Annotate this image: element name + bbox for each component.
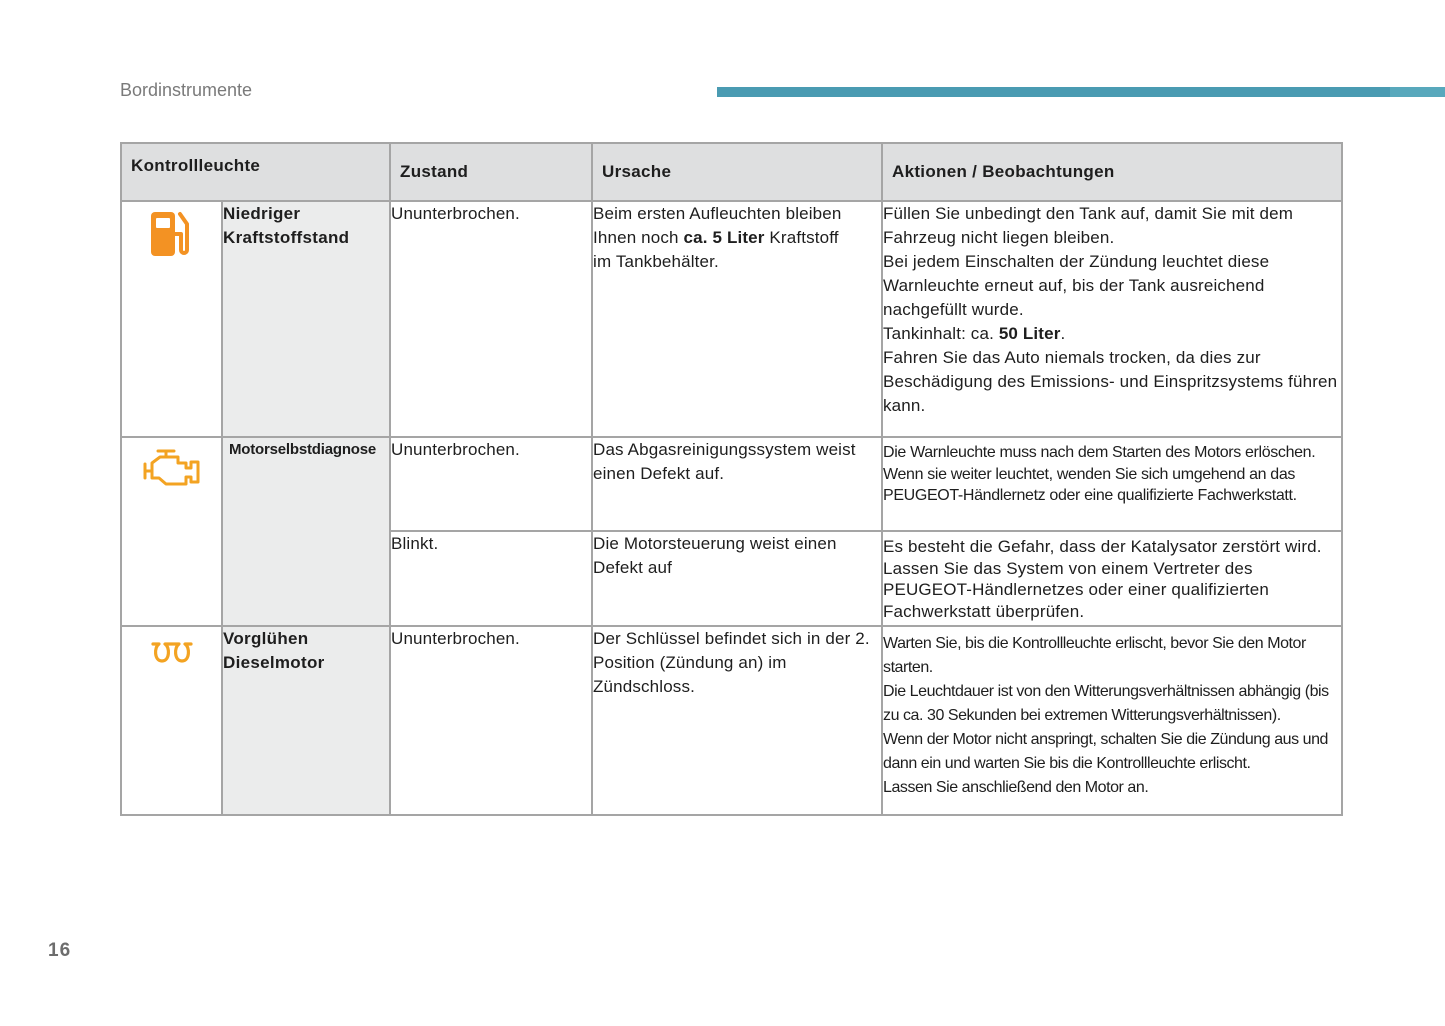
ursache-cell: Beim ersten Aufleuchten bleiben Ihnen noch ca. 5 Liter Kraftstoff im Tankbehälter. [592, 201, 882, 437]
table-row [121, 201, 1342, 437]
icon-cell [121, 201, 222, 437]
table-row [121, 437, 1342, 531]
zustand-cell: Ununterbrochen. [390, 437, 592, 531]
zustand-cell: Ununterbrochen. [390, 201, 592, 437]
zustand-cell: Blinkt. [390, 531, 592, 626]
icon-cell [121, 437, 222, 626]
warning-lights-table [120, 142, 1343, 816]
accent-bar-tail [1390, 87, 1445, 97]
aktionen-cell: Die Warnleuchte muss nach dem Starten des Motors erlöschen. Wenn sie weiter leuchtet, wenden Sie sich umgehend an das PEUGEOT-Händlernetz oder eine qualifizierte Fachwerkstatt. [882, 437, 1342, 531]
aktionen-cell: Füllen Sie unbedingt den Tank auf, damit Sie mit dem Fahrzeug nicht liegen bleiben. Bei jedem Einschalten der Zündung leuchtet diese Warnleuchte erneut auf, bis der Tank ausreichend nachgefüllt wurde. Tankinhalt: ca. 50 Liter. Fahren Sie das Auto niemals trocken, da dies zur Beschädigung des Emissions- und Einspritzsystems führen kann. [882, 201, 1342, 437]
ursache-cell: Das Abgasreinigungssystem weist einen Defekt auf. [592, 437, 882, 531]
fuel-pump-icon [149, 210, 195, 265]
table-header-row [121, 143, 1342, 201]
column-header-aktionen: Aktionen / Beobachtungen [882, 143, 1342, 201]
page-number: 16 [48, 940, 72, 961]
warning-name: Motorselbstdiagnose [222, 437, 390, 626]
engine-check-icon [142, 448, 202, 497]
aktionen-cell: Es besteht die Gefahr, dass der Katalysator zerstört wird. Lassen Sie das System von einem Vertreter des PEUGEOT-Händlernetzes oder einer qualifizierten Fachwerkstatt überprüfen. [882, 531, 1342, 626]
header-accent-bar [717, 87, 1445, 97]
aktionen-cell: Warten Sie, bis die Kontrollleuchte erlischt, bevor Sie den Motor starten. Die Leuchtdauer ist von den Witterungsverhältnissen abhängig (bis zu ca. 30 Sekunden bei extremen Witterungsverhältnissen). Wenn der Motor nicht anspringt, schalten Sie die Zündung aus und dann ein und warten Sie bis die Kontrollleuchte erlischt. Lassen Sie anschließend den Motor an. [882, 626, 1342, 815]
warning-name: Niedriger Kraftstoffstand [222, 201, 390, 437]
warning-name: Vorglühen Dieselmotor [222, 626, 390, 815]
ursache-cell: Der Schlüssel befindet sich in der 2. Position (Zündung an) im Zündschloss. [592, 626, 882, 815]
icon-cell [121, 626, 222, 815]
column-header-kontrollleuchte: Kontrollleuchte [121, 143, 390, 201]
section-title: Bordinstrumente [120, 80, 253, 100]
column-header-zustand: Zustand [390, 143, 592, 201]
table-row [121, 626, 1342, 815]
glow-plug-icon [150, 639, 194, 672]
ursache-cell: Die Motorsteuerung weist einen Defekt auf [592, 531, 882, 626]
column-header-ursache: Ursache [592, 143, 882, 201]
zustand-cell: Ununterbrochen. [390, 626, 592, 815]
